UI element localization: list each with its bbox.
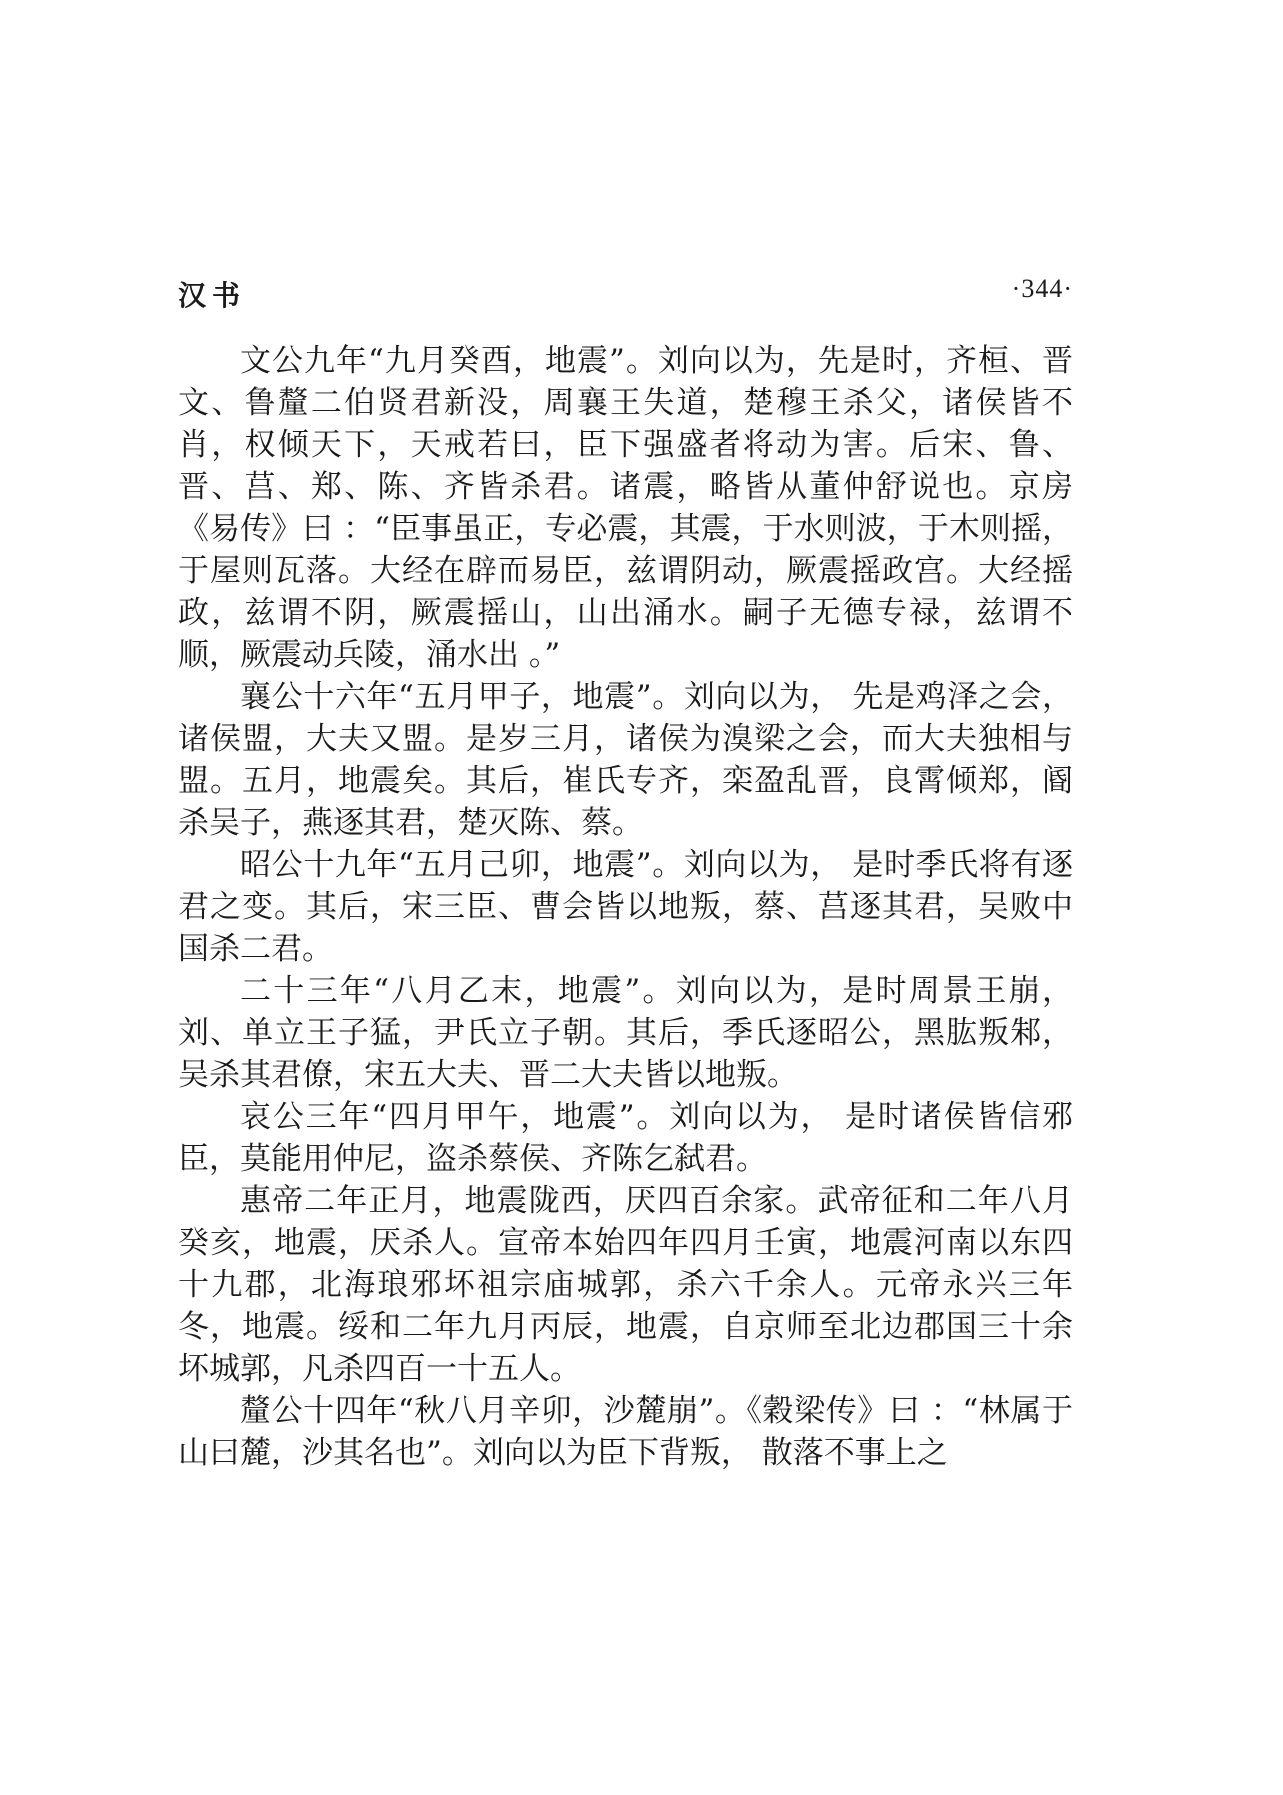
paragraph: 哀公三年“四月甲午，地震”。刘向以为， 是时诸侯皆信邪臣，莫能用仲尼，盗杀蔡侯、齐陈乞弑君。 (178, 1099, 1073, 1177)
paragraph: 昭公十九年“五月己卯，地震”。刘向以为， 是时季氏将有逐君之变。其后，宋三臣、曹会皆以地叛，蔡、莒逐其君，吴败中国杀二君。 (178, 847, 1073, 967)
document-page (178, 266, 1073, 1474)
running-header (178, 266, 1073, 318)
body-text (178, 340, 1073, 1474)
paragraph: 釐公十四年“秋八月辛卯，沙麓崩”。《穀梁传》曰 ：“林属于山曰麓，沙其名也”。刘向以为臣下背叛， 散落不事上之 (178, 1393, 1073, 1471)
page-number: ·344· (1011, 274, 1073, 303)
paragraph: 襄公十六年“五月甲子，地震”。刘向以为， 先是鸡泽之会，诸侯盟，大夫又盟。是岁三月，诸侯为溴梁之会，而大夫独相与盟。五月，地震矣。其后，崔氏专齐，栾盈乱晋，良霄倾郑，阍杀吴子，燕逐其君，楚灭陈、蔡。 (178, 679, 1073, 841)
paragraph: 二十三年“八月乙末，地震”。刘向以为，是时周景王崩，刘、单立王子猛，尹氏立子朝。其后，季氏逐昭公，黑肱叛邾，吴杀其君僚，宋五大夫、晋二大夫皆以地叛。 (178, 973, 1073, 1093)
book-title: 汉书 (178, 279, 247, 312)
paragraph: 文公九年“九月癸酉，地震”。刘向以为，先是时，齐桓、晋文、鲁釐二伯贤君新没，周襄王失道，楚穆王杀父，诸侯皆不肖，权倾天下，天戒若曰，臣下强盛者将动为害。后宋、鲁、晋、莒、郑、陈、齐皆杀君。诸震，略皆从董仲舒说也。京房《易传》曰 ：“臣事虽正，专必震，其震，于水则波，于木则摇，于屋则瓦落。大经在辟而易臣，兹谓阴动，厥震摇政宫。大经摇政，兹谓不阴，厥震摇山，山出涌水。嗣子无德专禄，兹谓不顺，厥震动兵陵，涌水出 。” (178, 343, 1073, 673)
paragraph: 惠帝二年正月，地震陇西，厌四百余家。武帝征和二年八月癸亥，地震，厌杀人。宣帝本始四年四月壬寅，地震河南以东四十九郡，北海琅邪坏祖宗庙城郭，杀六千余人。元帝永兴三年冬，地震。绥和二年九月丙辰，地震，自京师至北边郡国三十余坏城郭，凡杀四百一十五人。 (178, 1183, 1073, 1387)
